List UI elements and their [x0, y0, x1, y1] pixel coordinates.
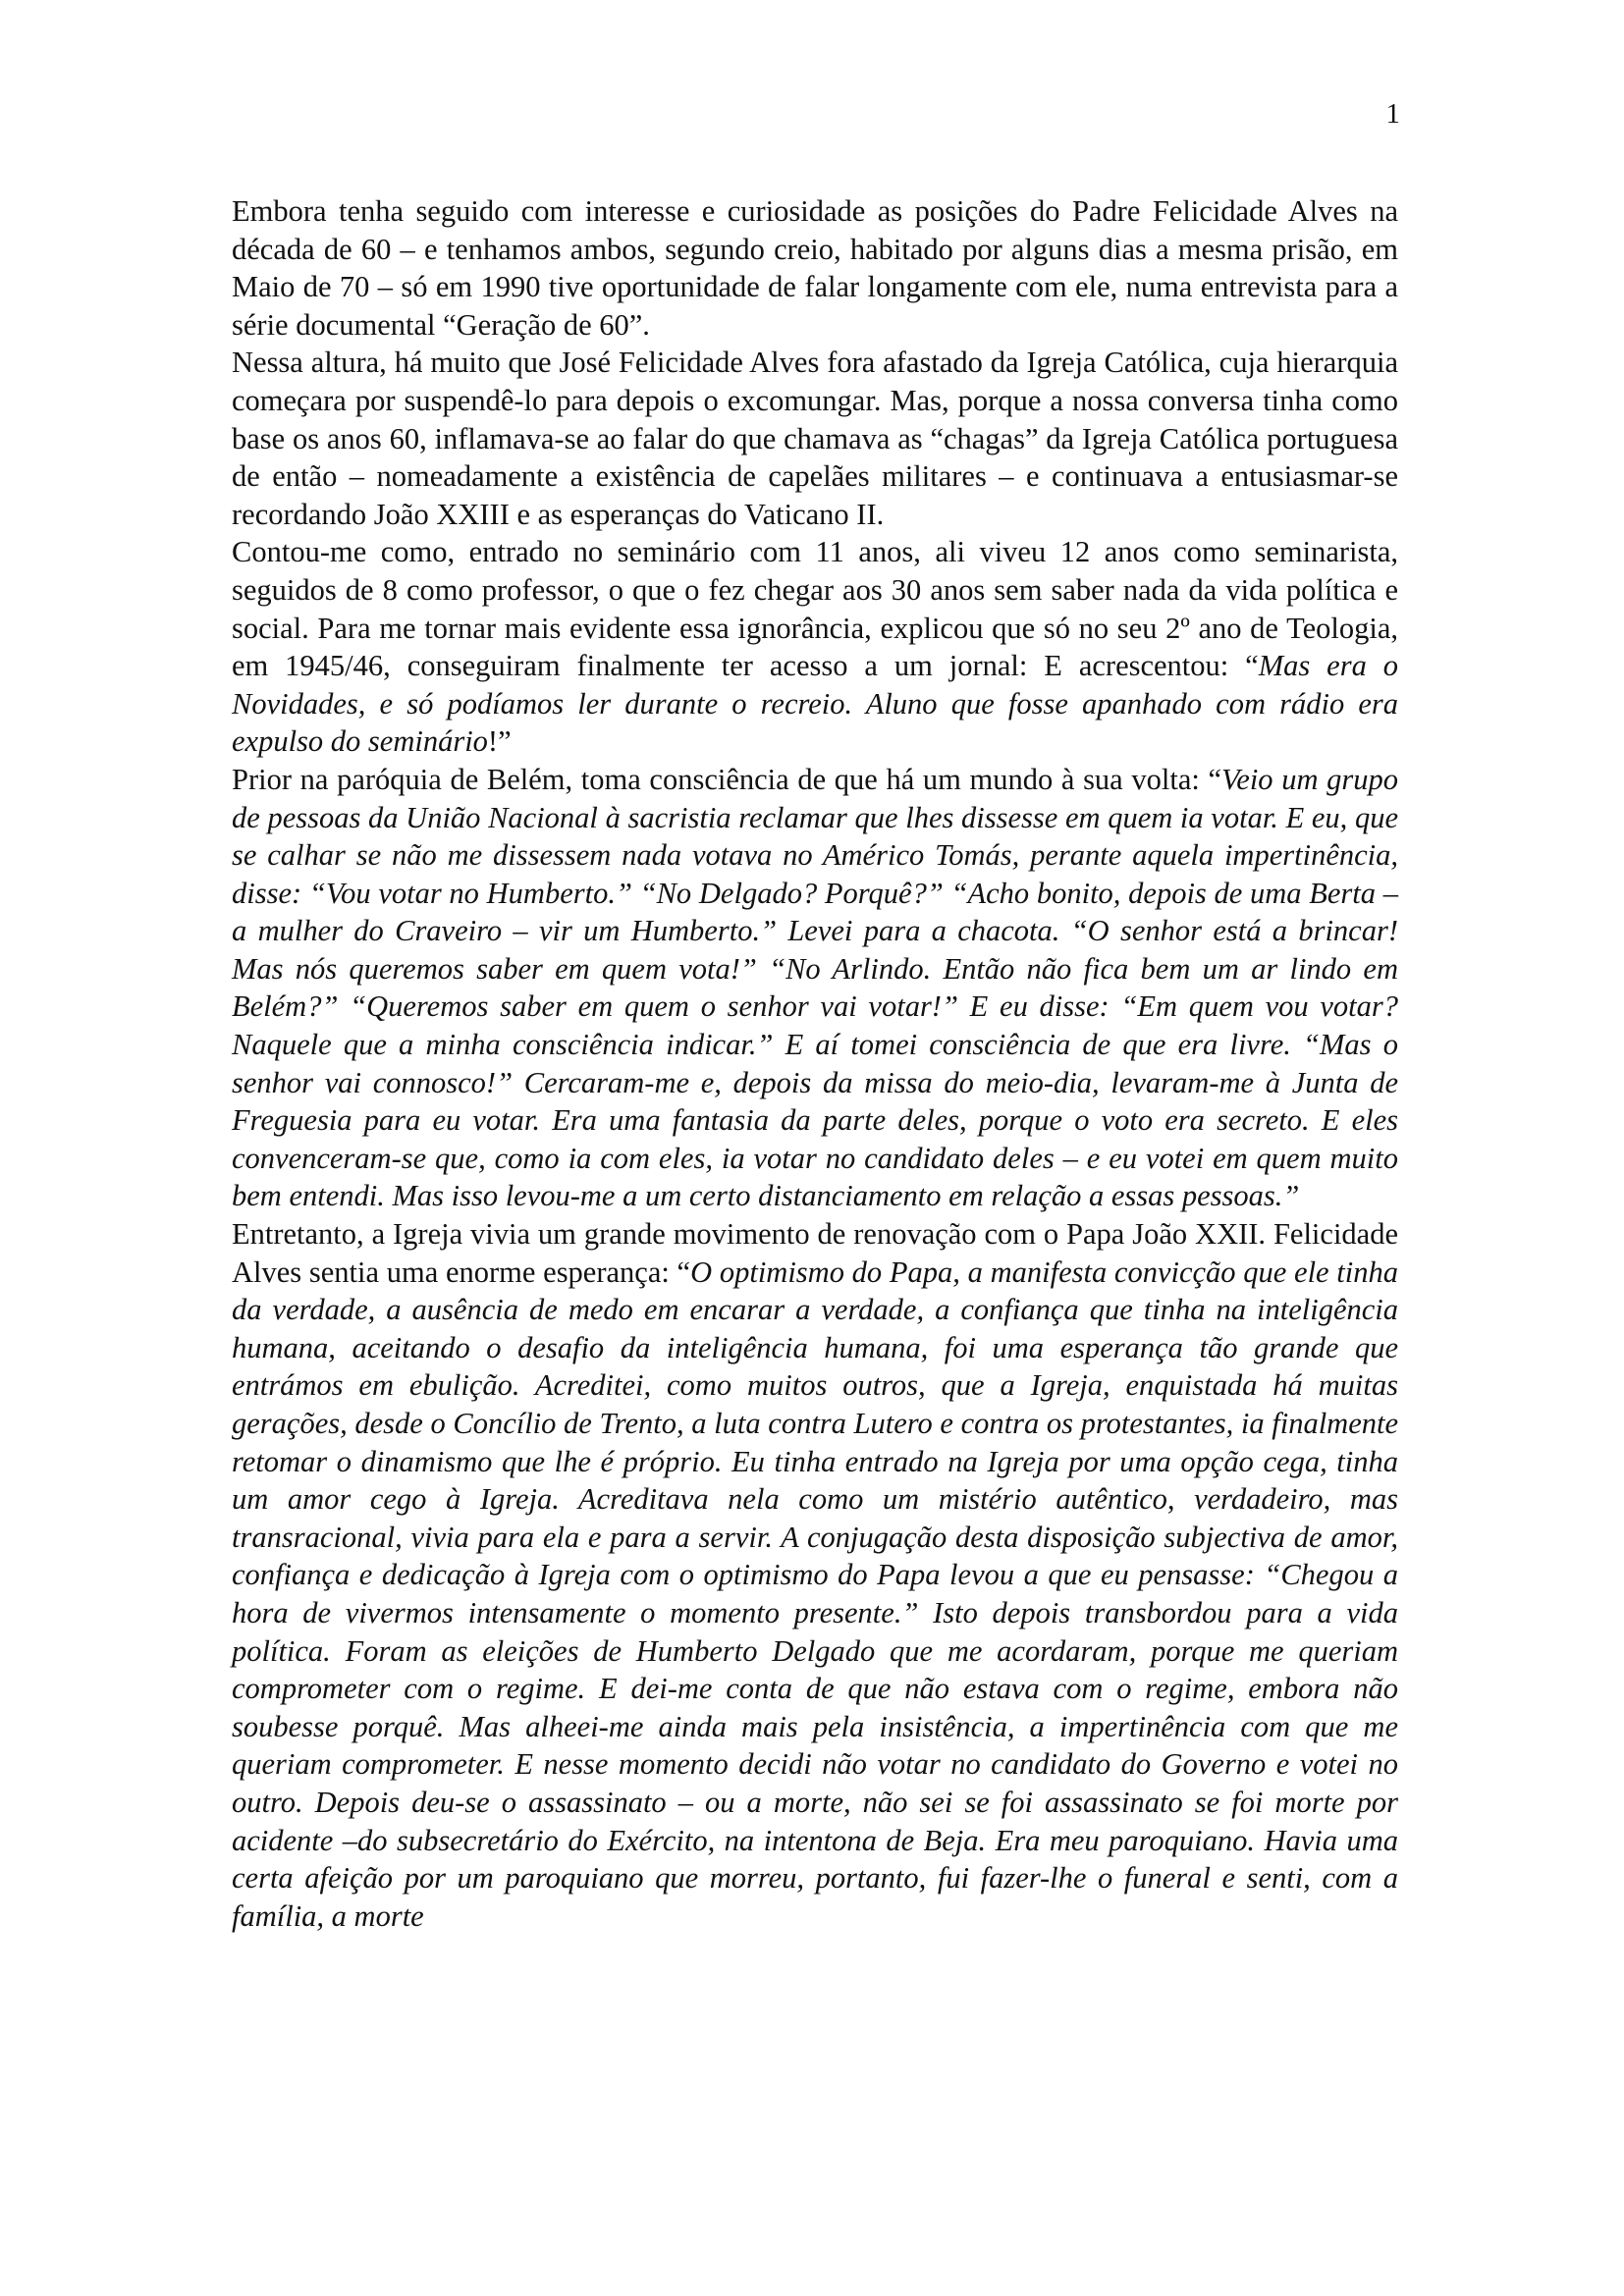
- body-text-run: Embora tenha seguido com interesse e curiosidade as posições do Padre Felicidade Alves na década de 60 – e tenhamos ambos, segundo creio, habitado por alguns dias a mesma prisão, em Maio de 70 – só em 1990 tive oportunidade de falar longamente com ele, numa entrevista para a série documental “Geração de 60”.: [232, 194, 1398, 342]
- paragraph: [232, 1215, 1398, 1935]
- italic-quote-text: Mas era o Novidades, e só podíamos ler durante o recreio. Aluno que fosse apanhado com rádio era expulso do seminário: [232, 649, 1398, 759]
- paragraph: [232, 761, 1398, 1215]
- italic-quote-text: Veio um grupo de pessoas da União Nacional à sacristia reclamar que lhes dissesse em quem ia votar. E eu, que se calhar se não me dissessem nada votava no Américo Tomás, perante aquela impertinência, disse: “Vou votar no Humberto.” “No Delgado? Porquê?” “Acho bonito, depois de uma Berta – a mulher do Craveiro – vir um Humberto.” Levei para a chacota. “O senhor está a brincar! Mas nós queremos saber em quem vota!” “No Arlindo. Então não fica bem um ar lindo em Belém?” “Queremos saber em quem o senhor vai votar!” E eu disse: “Em quem vou votar? Naquele que a minha consciência indicar.” E aí tomei consciência de que era livre. “Mas o senhor vai connosco!” Cercaram-me e, depois da missa do meio-dia, levaram-me à Junta de Freguesia para eu votar. Era uma fantasia da parte deles, porque o voto era secreto. E eles convenceram-se que, como ia com eles, ia votar no candidato deles – e eu votei em quem muito bem entendi. Mas isso levou-me a um certo distanciamento em relação a essas pessoas.”: [232, 762, 1398, 1213]
- page-number: 1: [1385, 98, 1400, 130]
- paragraph: [232, 192, 1398, 344]
- italic-quote-text: O optimismo do Papa, a manifesta convicção que ele tinha da verdade, a ausência de medo em encarar a verdade, a confiança que tinha na inteligência humana, aceitando o desafio da inteligência humana, foi uma esperança tão grande que entrámos em ebulição. Acreditei, como muitos outros, que a Igreja, enquistada há muitas gerações, desde o Concílio de Trento, a luta contra Lutero e contra os protestantes, ia finalmente retomar o dinamismo que lhe é próprio. Eu tinha entrado na Igreja por uma opção cega, tinha um amor cego à Igreja. Acreditava nela como um mistério autêntico, verdadeiro, mas transracional, vivia para ela e para a servir. A conjugação desta disposição subjectiva de amor, confiança e dedicação à Igreja com o optimismo do Papa levou a que eu pensasse: “Chegou a hora de vivermos intensamente o momento presente.” Isto depois transbordou para a vida política. Foram as eleições de Humberto Delgado que me acordaram, porque me queriam comprometer com o regime. E dei-me conta de que não estava com o regime, embora não soubesse porquê. Mas alheei-me ainda mais pela insistência, a impertinência com que me queriam comprometer. E nesse momento decidi não votar no candidato do Governo e votei no outro. Depois deu-se o assassinato – ou a morte, não sei se foi assassinato se foi morte por acidente –do subsecretário do Exército, na intentona de Beja. Era meu paroquiano. Havia uma certa afeição por um paroquiano que morreu, portanto, fui fazer-lhe o funeral e senti, com a família, a morte: [232, 1255, 1398, 1933]
- paragraph: [232, 344, 1398, 533]
- body-text-run: Entretanto, a Igreja vivia um grande movimento de renovação com o Papa João XXII. Felicidade Alves sentia uma enorme esperança: “: [232, 1217, 1398, 1289]
- body-text: [232, 192, 1398, 1935]
- body-text-run: Nessa altura, há muito que José Felicidade Alves fora afastado da Igreja Católica, cuja hierarquia começara por suspendê-lo para depois o excomungar. Mas, porque a nossa conversa tinha como base os anos 60, inflamava-se ao falar do que chamava as “chagas” da Igreja Católica portuguesa de então – nomeadamente a existência de capelães militares – e continuava a entusiasmar-se recordando João XXIII e as esperanças do Vaticano II.: [232, 346, 1398, 531]
- body-text-run: !”: [487, 724, 512, 759]
- body-text-run: Prior na paróquia de Belém, toma consciência de que há um mundo à sua volta: “: [232, 762, 1222, 796]
- body-text-run: Contou-me como, entrado no seminário com 11 anos, ali viveu 12 anos como seminarista, seguidos de 8 como professor, o que o fez chegar aos 30 anos sem saber nada da vida política e social. Para me tornar mais evidente essa ignorância, explicou que só no seu 2º ano de Teologia, em 1945/46, conseguiram finalmente ter acesso a um jornal: E acrescentou: “: [232, 535, 1398, 683]
- paragraph: [232, 533, 1398, 761]
